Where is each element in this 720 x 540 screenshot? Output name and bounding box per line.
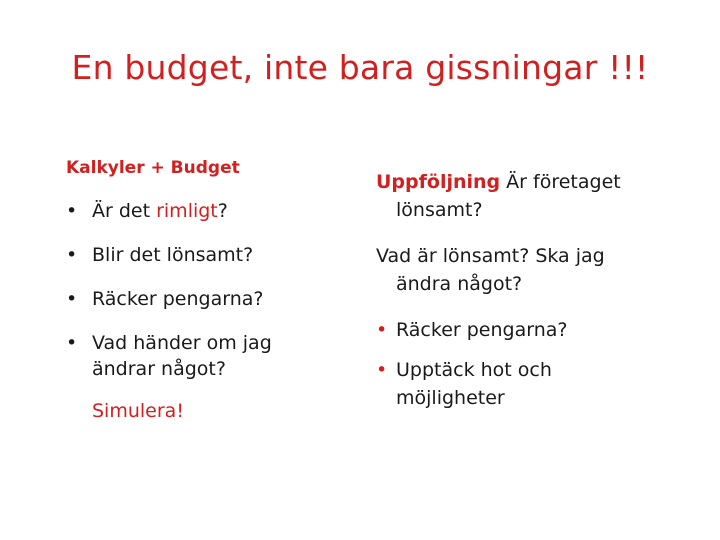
simulate-label: Simulera! xyxy=(92,400,184,422)
item-text: ? xyxy=(217,200,228,222)
list-item xyxy=(66,330,316,382)
list-item xyxy=(66,242,316,268)
list-item xyxy=(66,198,316,224)
left-column xyxy=(66,158,316,422)
bullet-icon: • xyxy=(66,244,78,266)
item-accent: rimligt xyxy=(156,200,218,222)
profit-text: ändra något? xyxy=(396,273,523,295)
list-item xyxy=(376,356,676,412)
bullet-icon: • xyxy=(376,359,388,381)
bullet-icon: • xyxy=(66,332,78,354)
item-text: Är det xyxy=(92,200,157,222)
list-item xyxy=(66,286,316,312)
item-text: Räcker pengarna? xyxy=(92,288,264,310)
bullet-icon: • xyxy=(376,319,388,341)
followup-text: lönsamt? xyxy=(396,199,483,221)
bullet-icon: • xyxy=(66,288,78,310)
followup-paragraph xyxy=(376,168,676,224)
item-text: Vad händer om jag xyxy=(92,332,272,354)
right-column xyxy=(376,168,676,424)
item-text: ändrar något? xyxy=(92,358,226,380)
item-text: Upptäck hot och xyxy=(396,359,552,381)
left-heading: Kalkyler + Budget xyxy=(66,158,240,178)
profit-text: Vad är lönsamt? Ska jag xyxy=(376,245,605,267)
followup-text: Är företaget xyxy=(500,171,621,193)
followup-heading: Uppföljning xyxy=(376,171,501,193)
item-text: Räcker pengarna? xyxy=(396,319,568,341)
bullet-icon: • xyxy=(66,200,78,222)
list-item xyxy=(376,316,676,344)
item-text: möjligheter xyxy=(396,387,505,409)
slide-title: En budget, inte bara gissningar !!! xyxy=(71,48,649,87)
profit-paragraph xyxy=(376,242,676,298)
item-text: Blir det lönsamt? xyxy=(92,244,254,266)
